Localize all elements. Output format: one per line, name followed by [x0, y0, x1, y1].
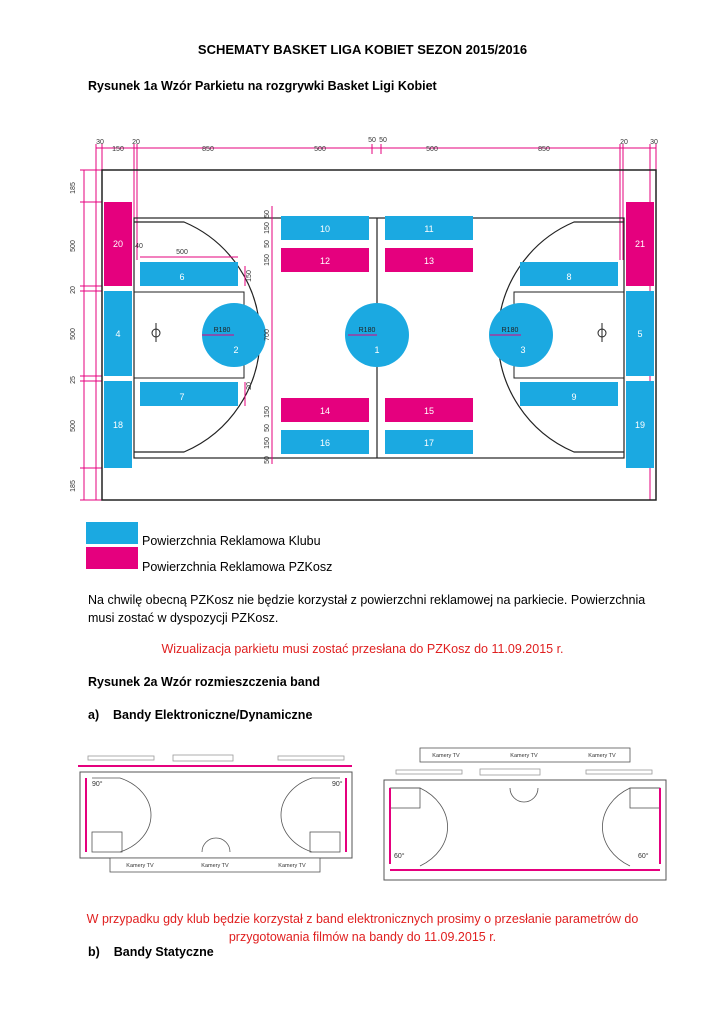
section-title: Bandy Statyczne	[113, 945, 214, 959]
angle-label: 60°	[394, 853, 405, 860]
court-diagram	[60, 130, 670, 510]
dim-label: 30	[650, 139, 658, 146]
dim-label: 50	[264, 456, 271, 464]
area-label: 16	[319, 438, 331, 448]
area-9	[520, 382, 618, 406]
area-label: 7	[179, 392, 185, 402]
section-b-heading	[88, 945, 214, 959]
dim-label: 700	[264, 329, 271, 341]
angle-label: 90°	[92, 781, 103, 788]
circle-number: 2	[233, 345, 239, 355]
figure-2-caption: Rysunek 2a Wzór rozmieszczenia band	[88, 675, 321, 689]
led-strip	[278, 756, 344, 760]
band-diagram-right	[380, 744, 670, 886]
led-strip	[480, 769, 540, 775]
red-note-visualization: Wizualizacja parkietu musi zostać przesłana do PZKosz do 11.09.2015 r.	[161, 642, 564, 656]
dim-label: 150	[112, 146, 124, 153]
area-7	[140, 382, 238, 406]
angle-label: 60°	[638, 853, 649, 860]
radius-label: R180	[501, 327, 519, 334]
camera-labels	[126, 863, 306, 869]
area-label: 19	[634, 420, 646, 430]
dim-label: 185	[70, 182, 77, 194]
area-label: 11	[424, 224, 434, 234]
note-paragraph: Na chwilę obecną PZKosz nie będzie korzystał z powierzchni reklamowej na parkiecie. Powierzchnia musi zostać w dyspozycji PZKosz.	[88, 593, 646, 625]
led-strip	[586, 770, 652, 774]
dim-label: 500	[176, 249, 188, 256]
angle-label: 90°	[332, 781, 343, 788]
dim-label: 500	[426, 146, 438, 153]
dim-label: 500	[70, 240, 77, 252]
radius-label: R180	[358, 327, 376, 334]
area-label: 15	[423, 406, 435, 416]
document-title: SCHEMATY BASKET LIGA KOBIET SEZON 2015/2016	[197, 42, 528, 57]
camera-label: Kamery TV	[278, 863, 306, 869]
top-dimension-labels	[96, 137, 658, 153]
dim-label: 850	[538, 146, 550, 153]
court-outline	[80, 772, 352, 858]
dim-label: 150	[264, 222, 271, 234]
left-dimension-lines	[80, 170, 102, 500]
dim-label: 150	[264, 406, 271, 418]
area-label: 6	[179, 272, 185, 282]
section-a-heading	[88, 708, 312, 722]
basket-left	[152, 323, 160, 342]
dim-label: 500	[70, 420, 77, 432]
dim-label: 150	[264, 437, 271, 449]
area-label: 17	[423, 438, 435, 448]
area-label: 8	[566, 272, 572, 282]
legend-label-pzkosz: Powierzchnia Reklamowa PZKosz	[142, 560, 333, 574]
camera-label: Kamery TV	[510, 753, 538, 759]
area-label: 4	[115, 329, 121, 339]
dim-label: 185	[70, 480, 77, 492]
camera-label: Kamery TV	[432, 753, 460, 759]
dim-label: 50	[379, 137, 387, 144]
dim-label: 50	[368, 137, 376, 144]
basket-right	[598, 323, 606, 342]
dim-label: 500	[70, 328, 77, 340]
area-label: 12	[319, 256, 331, 266]
band-diagram-left	[70, 748, 360, 878]
dim-label: 30	[96, 139, 104, 146]
section-marker: a)	[88, 708, 100, 722]
circle-number: 3	[520, 345, 526, 355]
dim-label: 150	[264, 254, 271, 266]
dim-label: 25	[70, 376, 77, 384]
legend-label-club: Powierzchnia Reklamowa Klubu	[142, 534, 321, 548]
area-label: 20	[112, 239, 124, 249]
legend-swatch-pzkosz	[86, 547, 138, 569]
led-strip	[88, 756, 154, 760]
area-label: 10	[319, 224, 331, 234]
red-note-bands: W przypadku gdy klub będzie korzystał z band elektronicznych prosimy o przesłanie parametrów do przygotowania filmów na bandy do 11.09.2015 r.	[86, 912, 639, 944]
area-label: 18	[112, 420, 124, 430]
dim-label: 150	[246, 270, 253, 282]
area-label: 9	[571, 392, 577, 402]
area-label: 5	[637, 329, 643, 339]
dim-label: 20	[620, 139, 628, 146]
radius-label: R180	[213, 327, 231, 334]
camera-label: Kamery TV	[126, 863, 154, 869]
dim-label: 20	[70, 286, 77, 294]
dim-label: 500	[314, 146, 326, 153]
led-strip	[173, 755, 233, 761]
section-marker: b)	[88, 945, 100, 959]
section-title: Bandy Elektroniczne/Dynamiczne	[113, 708, 313, 722]
legend-swatch-club	[86, 522, 138, 544]
left-dimension-labels	[70, 182, 77, 492]
dim-label: 50	[264, 424, 271, 432]
court-outline	[384, 780, 666, 880]
led-strip	[396, 770, 462, 774]
area-label: 14	[319, 406, 331, 416]
camera-label: Kamery TV	[588, 753, 616, 759]
dim-label: 50	[264, 240, 271, 248]
area-6	[140, 262, 238, 286]
dim-label: 50	[264, 210, 271, 218]
camera-label: Kamery TV	[201, 863, 229, 869]
dim-label: 40	[135, 243, 143, 250]
circle-number: 1	[374, 345, 380, 355]
figure-1-caption: Rysunek 1a Wzór Parkietu na rozgrywki Basket Ligi Kobiet	[88, 79, 437, 93]
area-label: 13	[423, 256, 435, 266]
dim-label: 20	[132, 139, 140, 146]
dim-label: 20	[246, 382, 253, 390]
dim-label: 850	[202, 146, 214, 153]
area-label: 21	[634, 239, 646, 249]
